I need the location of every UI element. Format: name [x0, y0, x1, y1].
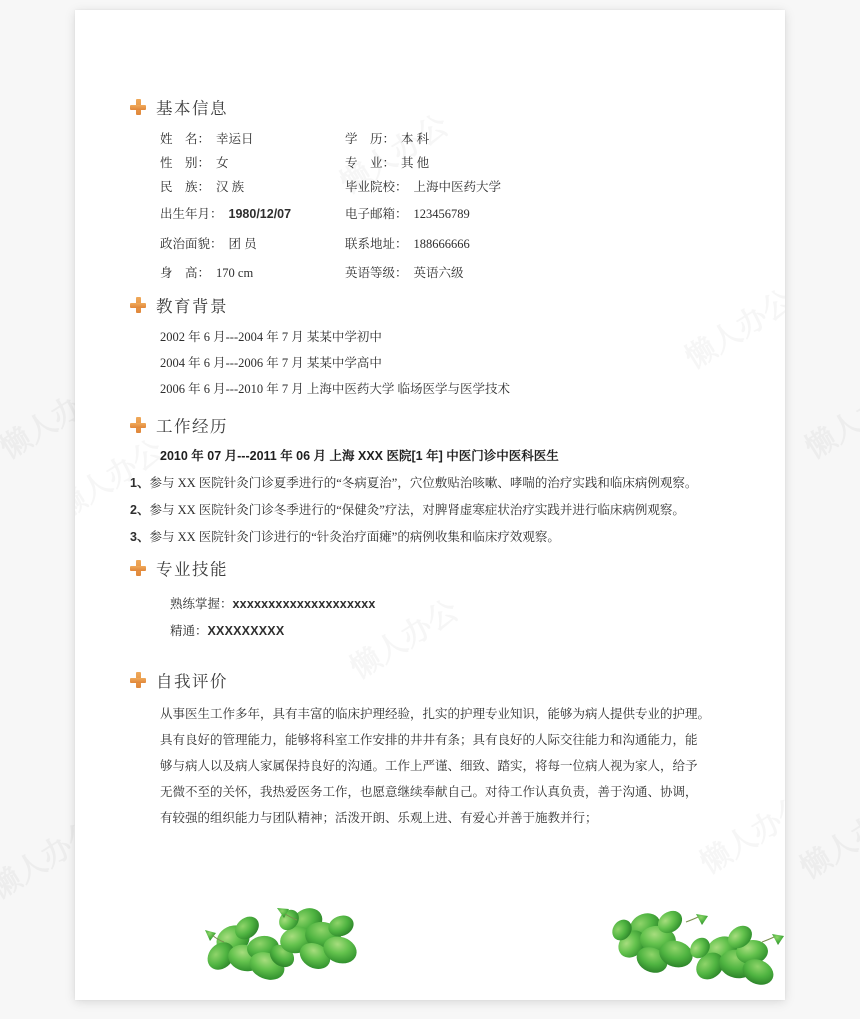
info-label: 姓 名：	[160, 132, 211, 146]
info-label: 学 历：	[345, 132, 396, 146]
education-list	[130, 324, 745, 402]
info-field-height	[160, 263, 345, 281]
info-value: 团 员	[228, 236, 257, 251]
work-bullet-text: 参与 XX 医院针灸门诊进行的“针灸治疗面瘫”的病例收集和临床疗效观察。	[149, 530, 560, 544]
plus-icon	[130, 297, 146, 313]
leaf-decoration-left	[185, 878, 380, 983]
info-label: 毕业院校：	[345, 180, 408, 194]
section-title-education: 教育背景	[156, 297, 228, 316]
work-bullet-number: 1、	[130, 476, 150, 490]
watermark-canvas-bottomright	[790, 786, 860, 887]
basic-info-grid	[160, 126, 745, 286]
info-field-ethnicity	[160, 177, 345, 195]
section-self-evaluation	[130, 667, 745, 831]
section-basic-info	[130, 94, 745, 286]
section-title-work-experience: 工作经历	[156, 417, 228, 436]
self-evaluation-line: 无微不至的关怀，我热爱医务工作，也愿意继续奉献自己。对待工作认真负责，善于沟通、协调，	[160, 785, 698, 799]
skill-label: 熟练掌握：	[170, 597, 233, 611]
section-work-experience	[130, 412, 745, 551]
skill-value: xxxxxxxxxxxxxxxxxxxx	[232, 597, 376, 611]
info-field-email	[345, 204, 645, 222]
self-evaluation-line: 有较强的组织能力与团队精神；活泼开朗、乐观上进、有爱心并善于施教并行；	[160, 811, 598, 825]
info-label: 民 族：	[160, 180, 211, 194]
info-field-political-status	[160, 234, 345, 252]
work-experience-body	[130, 443, 745, 551]
plus-icon	[130, 560, 146, 576]
info-label: 英语等级：	[345, 265, 408, 280]
section-header-self-evaluation	[130, 667, 745, 693]
info-row	[160, 126, 745, 150]
section-education	[130, 292, 745, 402]
work-bullet-text: 参与 XX 医院针灸门诊冬季进行的“保健灸”疗法，对脾肾虚寒症状治疗实践并进行临床病例观察。	[149, 503, 685, 517]
info-row	[160, 257, 745, 286]
info-value: 英语六级	[413, 265, 464, 280]
work-bullet-number: 3、	[130, 530, 150, 544]
info-value: 上海中医药大学	[413, 180, 502, 194]
info-label: 政治面貌：	[160, 236, 223, 251]
watermark-canvas-right	[795, 366, 860, 467]
info-value: 1980/12/07	[228, 207, 292, 221]
info-label: 性 别：	[160, 156, 211, 170]
info-value: 170 cm	[216, 265, 254, 280]
section-header-skills	[130, 555, 745, 581]
info-row	[160, 228, 745, 257]
section-header-work-experience	[130, 412, 745, 438]
skills-list	[130, 591, 745, 645]
plus-icon	[130, 672, 146, 688]
info-field-name	[160, 129, 345, 147]
section-skills	[130, 555, 745, 645]
work-bullet-text: 参与 XX 医院针灸门诊夏季进行的“冬病夏治”，穴位敷贴治咳嗽、哮喘的治疗实践和临床病例观察。	[149, 476, 698, 490]
work-bullet	[130, 470, 745, 497]
work-bullet-number: 2、	[130, 503, 150, 517]
section-title-self-evaluation: 自我评价	[156, 672, 228, 691]
education-entry: 2002 年 6 月---2004 年 7 月 某某中学初中	[160, 330, 382, 344]
work-bullet	[130, 524, 745, 551]
plus-icon	[130, 417, 146, 433]
info-field-education-level	[345, 129, 645, 147]
self-evaluation-line: 具有良好的管理能力，能够将科室工作安排的井井有条；具有良好的人际交往能力和沟通能力，能	[160, 733, 698, 747]
section-header-education	[130, 292, 745, 318]
info-label: 身 高：	[160, 265, 211, 280]
skill-item	[170, 591, 745, 618]
info-value: 女	[216, 156, 229, 170]
resume-page	[75, 10, 785, 1000]
info-label: 专 业：	[345, 156, 396, 170]
info-row	[160, 150, 745, 174]
info-row	[160, 198, 745, 228]
info-field-school	[345, 177, 645, 195]
skill-item	[170, 618, 745, 645]
skill-value: XXXXXXXXX	[207, 624, 285, 638]
section-title-skills: 专业技能	[156, 560, 228, 579]
info-field-english-level	[345, 263, 645, 281]
self-evaluation-line: 从事医生工作多年，具有丰富的临床护理经验，扎实的护理专业知识，能够为病人提供专业的护理。	[160, 707, 711, 721]
education-entry: 2006 年 6 月---2010 年 7 月 上海中医药大学 临场医学与医学技术	[160, 382, 510, 396]
info-value: 其 他	[401, 156, 430, 170]
info-label: 电子邮箱：	[345, 207, 408, 221]
info-field-gender	[160, 153, 345, 171]
education-entry: 2004 年 6 月---2006 年 7 月 某某中学高中	[160, 356, 382, 370]
info-field-major	[345, 153, 645, 171]
info-field-address	[345, 234, 645, 252]
info-value: 188666666	[413, 236, 470, 251]
info-value: 123456789	[413, 207, 470, 221]
info-value: 汉 族	[216, 180, 245, 194]
work-bullet	[130, 497, 745, 524]
leaf-decoration-right	[600, 882, 785, 987]
job-header: 2010 年 07 月---2011 年 06 月 上海 XXX 医院[1 年] 中医门诊中医科医生	[160, 449, 559, 463]
info-label: 出生年月：	[160, 207, 223, 221]
info-value: 幸运日	[216, 132, 254, 146]
info-row	[160, 174, 745, 198]
self-evaluation-text	[160, 701, 730, 831]
info-value: 本 科	[401, 132, 430, 146]
plus-icon	[130, 99, 146, 115]
info-label: 联系地址：	[345, 236, 408, 251]
info-field-birthdate	[160, 204, 345, 222]
section-header-basic-info	[130, 94, 745, 120]
self-evaluation-line: 够与病人以及病人家属保持良好的沟通。工作上严谨、细致、踏实，将每一位病人视为家人，给予	[160, 759, 698, 773]
skill-label: 精通：	[170, 624, 208, 638]
section-title-basic-info: 基本信息	[156, 99, 228, 118]
